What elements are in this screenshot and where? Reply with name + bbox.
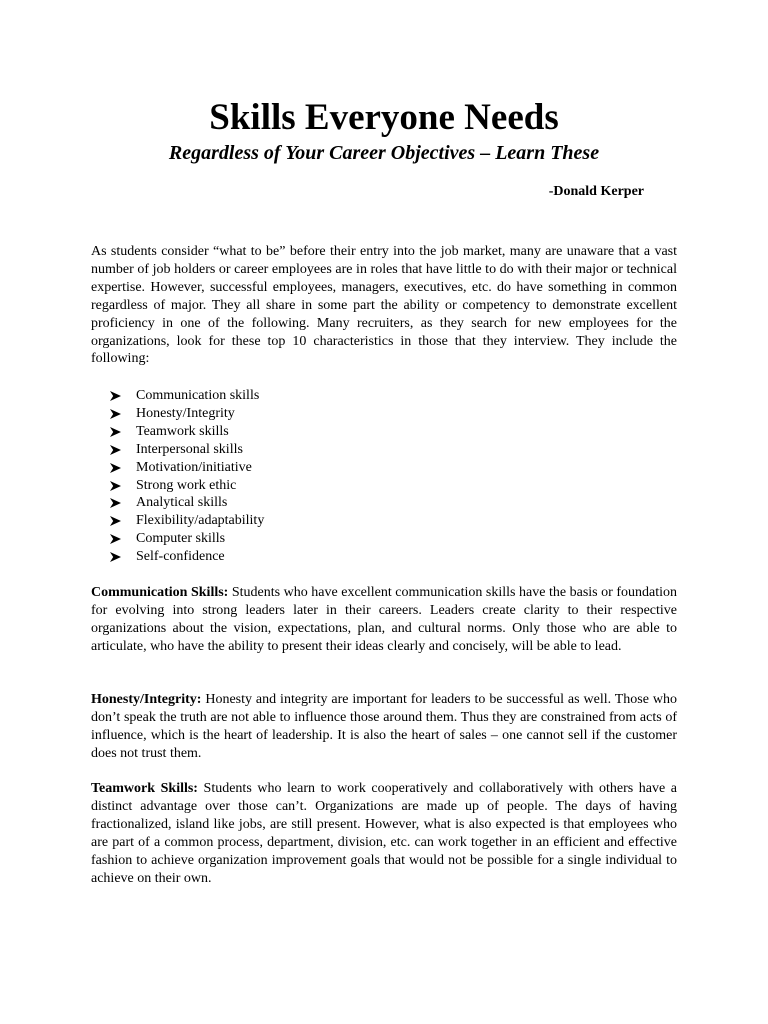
skill-label: Honesty/Integrity [136,405,235,421]
list-item [110,405,264,423]
list-item [110,441,264,459]
section-heading: Teamwork Skills: [91,781,198,796]
arrowhead-bullet-icon [110,463,121,473]
document-subtitle: Regardless of Your Career Objectives – Learn These [168,142,600,164]
skill-label: Analytical skills [136,495,228,511]
section-text: Students who have excellent communication skills have the basis or foundation for evolving into strong leaders later in their careers. Leaders create clarity to their respective organizations about the vision, expectations, plan, and cultural norms. Only those who are able to articulate, who have the ability to present their ideas clearly and concisely, will be able to lead. [91,585,677,654]
list-item [110,459,264,477]
arrowhead-bullet-icon [110,552,121,562]
skill-label: Interpersonal skills [136,441,243,457]
arrowhead-bullet-icon [110,516,121,526]
arrowhead-bullet-icon [110,409,121,419]
teamwork-skills-paragraph [91,780,677,887]
document-title: Skills Everyone Needs [209,97,559,138]
list-item [110,387,264,405]
list-item [110,548,264,566]
skill-label: Strong work ethic [136,477,237,493]
arrowhead-bullet-icon [110,481,121,491]
arrowhead-bullet-icon [110,427,121,437]
skill-label: Flexibility/adaptability [136,513,265,529]
communication-skills-paragraph [91,584,677,656]
author-byline: -Donald Kerper [548,184,644,199]
section-heading: Communication Skills: [91,585,229,600]
skill-label: Self-confidence [136,549,225,565]
intro-paragraph: As students consider “what to be” before their entry into the job market, many are unaware that a vast number of job holders or career employees are in roles that have little to do with their major or technical expertise. However, successful employees, managers, executives, etc. do have something in common regardless of major. They all share in some part the ability or competency to demonstrate excellent proficiency in one of the following. Many recruiters, as they search for new employees for the organizations, look for these top 10 characteristics in those that they interview. They include the following: [91,244,677,367]
skill-label: Teamwork skills [136,423,229,439]
list-item [110,530,264,548]
section-text: Honesty and integrity are important for leaders to be successful as well. Those who don’t speak the truth are not able to influence those around them. Thus they are constrained from acts of influence, which is the heart of leadership. It is also the heart of sales – one cannot sell if the customer does not trust them. [91,692,677,761]
skill-label: Motivation/initiative [136,459,252,475]
arrowhead-bullet-icon [110,445,121,455]
honesty-integrity-paragraph [91,691,677,763]
section-text: Students who learn to work cooperatively and collaboratively with others have a distinct advantage over those can’t. Organizations are made up of people. The days of having fractionalized, island like jobs, are still present. However, what is also expected is that employees who are part of a common process, department, division, etc. can work together in an efficient and effective fashion to achieve organization improvement goals that would not be possible for a single individual to achieve on their own. [91,781,677,886]
arrowhead-bullet-icon [110,391,121,401]
section-heading: Honesty/Integrity: [91,692,202,707]
list-item [110,512,264,530]
skills-list [110,387,264,566]
skill-label: Communication skills [136,388,260,403]
skill-label: Computer skills [136,531,226,547]
arrowhead-bullet-icon [110,534,121,544]
list-item [110,477,264,495]
list-item [110,423,264,441]
arrowhead-bullet-icon [110,498,121,508]
list-item [110,494,264,512]
